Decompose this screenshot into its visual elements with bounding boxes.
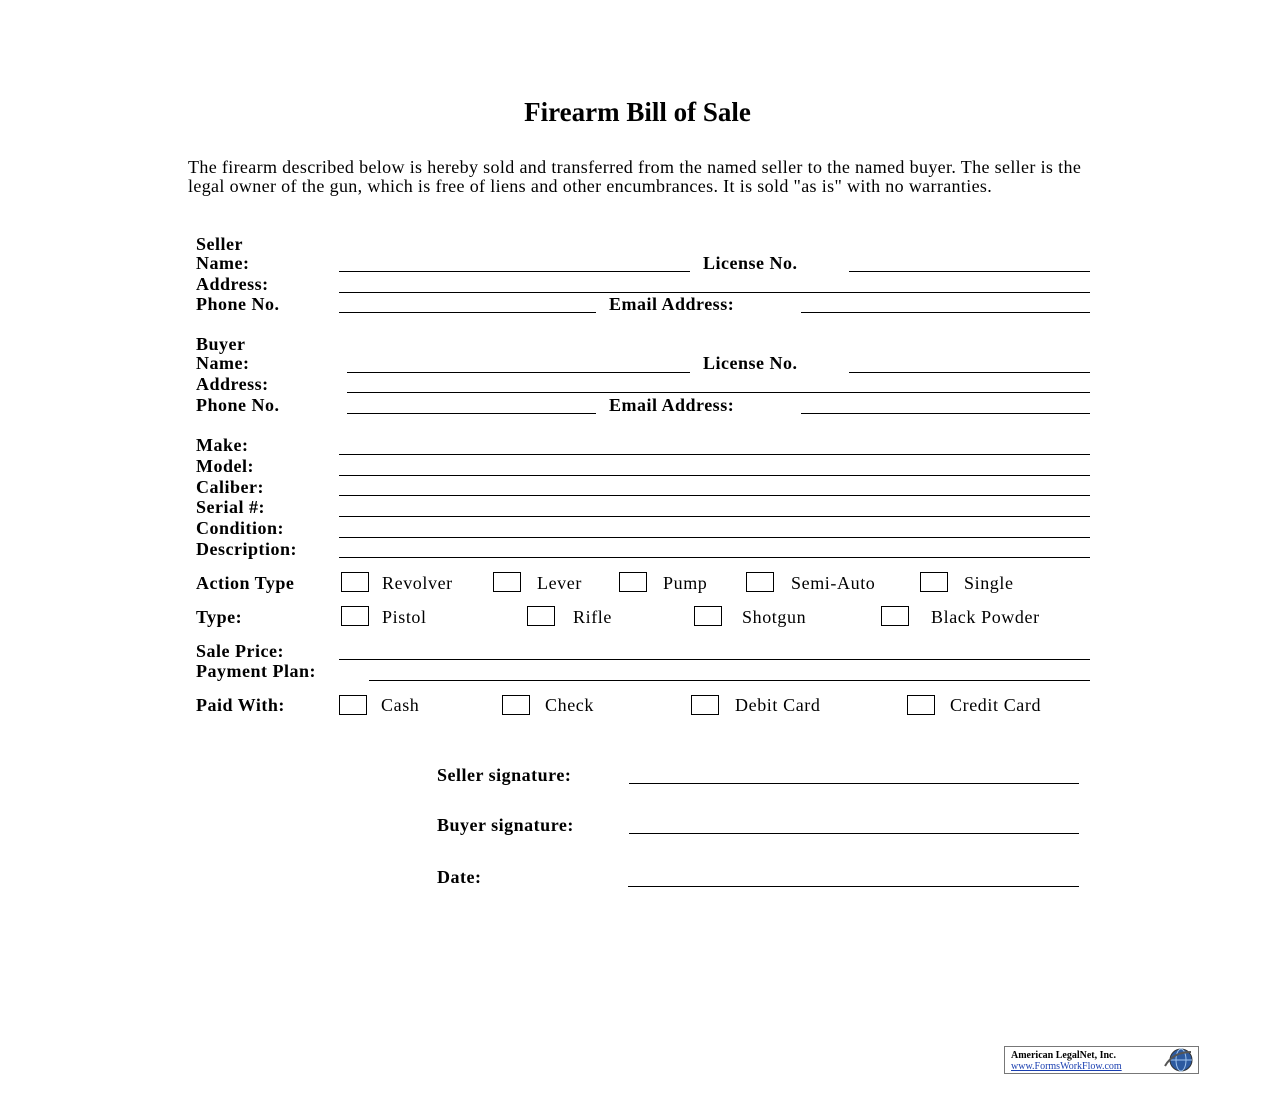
seller-license-field[interactable] [849,271,1090,272]
seller-name-field[interactable] [339,271,690,272]
make-label: Make: [196,435,249,455]
paid-with-label: Paid With: [196,695,285,715]
footer-url-link[interactable]: www.FormsWorkFlow.com [1011,1061,1122,1072]
action-pump-label: Pump [663,573,708,593]
description-label: Description: [196,539,297,559]
model-label: Model: [196,456,254,476]
make-field[interactable] [339,454,1090,455]
footer-logo [1004,1046,1199,1074]
buyer-address-field[interactable] [347,392,1090,393]
seller-phone-label: Phone No. [196,294,280,314]
buyer-license-field[interactable] [849,372,1090,373]
model-field[interactable] [339,475,1090,476]
action-single-checkbox[interactable] [920,572,948,592]
action-semi-auto-label: Semi-Auto [791,573,876,593]
type-shotgun-checkbox[interactable] [694,606,722,626]
buyer-phone-label: Phone No. [196,395,280,415]
globe-logo-icon [1161,1048,1195,1072]
buyer-email-label: Email Address: [609,395,735,415]
footer-company: American LegalNet, Inc. [1011,1050,1116,1061]
payment-plan-label: Payment Plan: [196,661,316,681]
action-revolver-label: Revolver [382,573,453,593]
type-black-powder-checkbox[interactable] [881,606,909,626]
buyer-phone-field[interactable] [347,413,596,414]
action-semi-auto-checkbox[interactable] [746,572,774,592]
condition-label: Condition: [196,518,285,538]
paid-check-checkbox[interactable] [502,695,530,715]
seller-email-field[interactable] [801,312,1090,313]
action-single-label: Single [964,573,1014,593]
action-revolver-checkbox[interactable] [341,572,369,592]
action-type-label: Action Type [196,573,295,593]
paid-check-label: Check [545,695,594,715]
action-pump-checkbox[interactable] [619,572,647,592]
seller-heading: Seller [196,234,243,254]
type-rifle-checkbox[interactable] [527,606,555,626]
type-pistol-label: Pistol [382,607,427,627]
type-black-powder-label: Black Powder [931,607,1040,627]
serial-field[interactable] [339,516,1090,517]
action-lever-checkbox[interactable] [493,572,521,592]
paid-credit-card-checkbox[interactable] [907,695,935,715]
serial-label: Serial #: [196,497,265,517]
buyer-license-label: License No. [703,353,798,373]
type-pistol-checkbox[interactable] [341,606,369,626]
seller-phone-field[interactable] [339,312,596,313]
payment-plan-field[interactable] [369,680,1090,681]
buyer-name-label: Name: [196,353,250,373]
date-label: Date: [437,867,482,887]
condition-field[interactable] [339,537,1090,538]
sale-price-label: Sale Price: [196,641,284,661]
buyer-email-field[interactable] [801,413,1090,414]
paid-debit-card-label: Debit Card [735,695,821,715]
sale-price-field[interactable] [339,659,1090,660]
seller-signature-field[interactable] [629,783,1079,784]
intro-paragraph: The firearm described below is hereby sold and transferred from the named seller to the named buyer. The seller is the legal owner of the gun, which is free of liens and other encumbrances. It is sold "as is" with no warranties. [188,157,1082,196]
type-shotgun-label: Shotgun [742,607,807,627]
document-title: Firearm Bill of Sale [524,97,751,127]
seller-address-label: Address: [196,274,269,294]
paid-cash-checkbox[interactable] [339,695,367,715]
action-lever-label: Lever [537,573,582,593]
seller-license-label: License No. [703,253,798,273]
seller-name-label: Name: [196,253,250,273]
buyer-address-label: Address: [196,374,269,394]
buyer-name-field[interactable] [347,372,690,373]
paid-cash-label: Cash [381,695,420,715]
type-rifle-label: Rifle [573,607,612,627]
paid-credit-card-label: Credit Card [950,695,1042,715]
description-field[interactable] [339,557,1090,558]
seller-signature-label: Seller signature: [437,765,572,785]
caliber-field[interactable] [339,495,1090,496]
caliber-label: Caliber: [196,477,264,497]
paid-debit-card-checkbox[interactable] [691,695,719,715]
type-label: Type: [196,607,243,627]
buyer-signature-label: Buyer signature: [437,815,574,835]
buyer-heading: Buyer [196,334,246,354]
buyer-signature-field[interactable] [629,833,1079,834]
seller-email-label: Email Address: [609,294,735,314]
date-field[interactable] [628,886,1079,887]
seller-address-field[interactable] [339,292,1090,293]
